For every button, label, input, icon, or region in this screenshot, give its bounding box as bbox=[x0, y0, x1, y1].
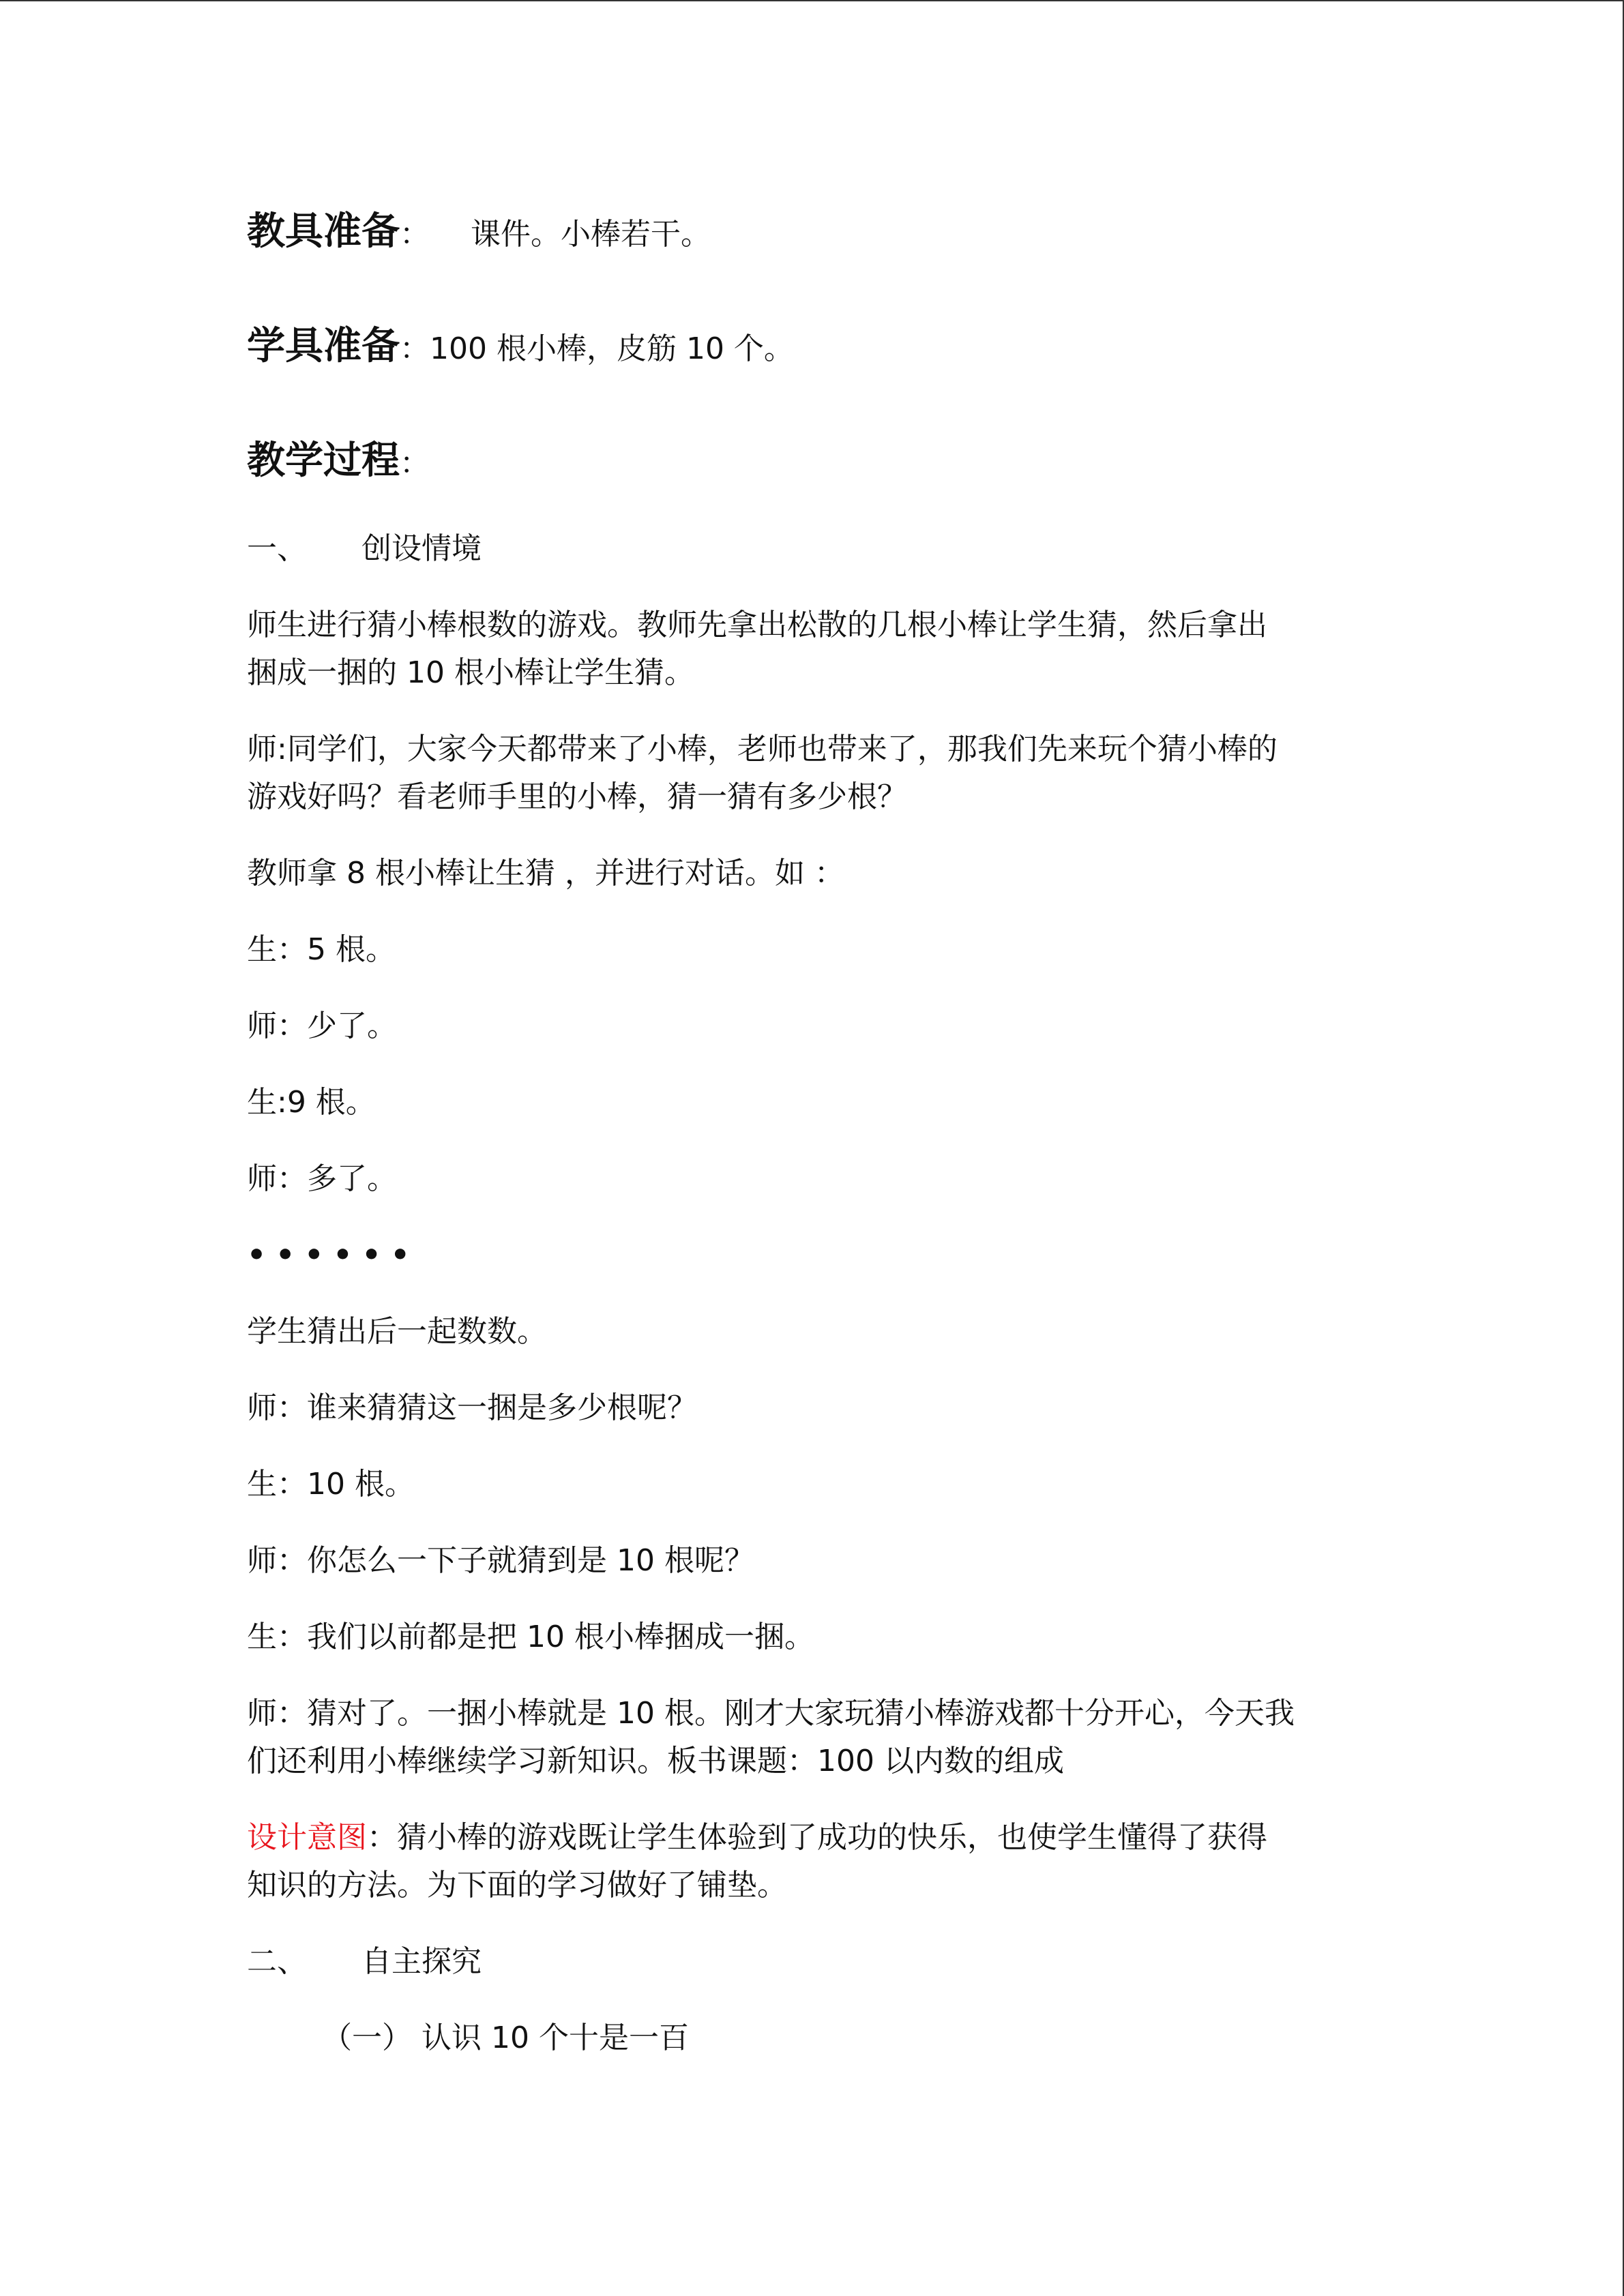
dialogue-line: 师：谁来猜猜这一捆是多少根呢？ bbox=[247, 1390, 697, 1425]
student-prep-label: 学具准备 bbox=[247, 324, 400, 368]
teacher-prep-value: 课件。小棒若干。 bbox=[471, 217, 711, 252]
teacher-prep-label: 教具准备 bbox=[247, 209, 400, 254]
section-2-number: 二、 bbox=[247, 1944, 307, 1979]
paragraph-line: 捆成一捆的 10 根小棒让学生猜。 bbox=[247, 655, 694, 690]
dialogue-line: 生：我们以前都是把 10 根小棒捆成一捆。 bbox=[247, 1620, 814, 1654]
student-prep-value: 100 根小棒，皮筋 10 个。 bbox=[430, 331, 794, 366]
paragraph-line: 师:同学们，大家今天都带来了小棒，老师也带来了，那我们先来玩个猜小棒的 bbox=[247, 732, 1278, 766]
document-body bbox=[247, 205, 1379, 2062]
paragraph-line bbox=[247, 1814, 1379, 1862]
section-1-number: 一、 bbox=[247, 531, 307, 566]
design-intent bbox=[247, 1814, 1379, 1909]
paragraph-dialogue-intro: 教师拿 8 根小棒让生猜 ，并进行对话。如 ： bbox=[247, 856, 844, 891]
process-colon: ： bbox=[400, 446, 430, 481]
dialogue-line: 师：多了。 bbox=[247, 1161, 397, 1196]
dialogue-line: 师：少了。 bbox=[247, 1009, 397, 1043]
paragraph-intro bbox=[247, 601, 1379, 697]
student-prep-line bbox=[247, 319, 1379, 376]
teacher-prep-colon: ： bbox=[400, 217, 430, 252]
dialogue-line: 生：10 根。 bbox=[247, 1467, 415, 1502]
section-1-heading bbox=[247, 525, 1379, 573]
page-top-border bbox=[0, 0, 1624, 1]
section-2-heading bbox=[247, 1938, 1379, 1986]
dialogue-line: 师：你怎么一下子就猜到是 10 根呢？ bbox=[247, 1543, 754, 1578]
dialogue-line: 生:9 根。 bbox=[247, 1085, 376, 1120]
dialogue-line: 生：5 根。 bbox=[247, 932, 396, 967]
section-1-title: 创设情境 bbox=[361, 531, 482, 566]
paragraph-line: 游戏好吗？看老师手里的小棒，猜一猜有多少根？ bbox=[247, 779, 907, 814]
subsection-heading: （一） 认识 10 个十是一百 bbox=[322, 2021, 689, 2055]
paragraph-teacher-summary bbox=[247, 1690, 1379, 1785]
design-intent-text: ：猜小棒的游戏既让学生体验到了成功的快乐，也使学生懂得了获得 bbox=[367, 1820, 1267, 1855]
paragraph-count-together: 学生猜出后一起数数。 bbox=[247, 1314, 547, 1349]
paragraph-teacher-opening bbox=[247, 726, 1379, 821]
student-prep-colon: ： bbox=[400, 331, 430, 366]
process-label: 教学过程 bbox=[247, 438, 400, 483]
paragraph-line: 们还利用小棒继续学习新知识。板书课题：100 以内数的组成 bbox=[247, 1744, 1064, 1778]
design-intent-label: 设计意图 bbox=[247, 1820, 367, 1855]
teacher-prep-line bbox=[247, 205, 1379, 262]
process-heading bbox=[247, 434, 1379, 491]
ellipsis-dots: •••••• bbox=[247, 1238, 419, 1272]
paragraph-line: 师生进行猜小棒根数的游戏。教师先拿出松散的几根小棒让学生猜，然后拿出 bbox=[247, 608, 1267, 642]
paragraph-line: 师：猜对了。一捆小棒就是 10 根。刚才大家玩猜小棒游戏都十分开心，今天我 bbox=[247, 1696, 1295, 1731]
section-2-title: 自主探究 bbox=[361, 1944, 482, 1979]
paragraph-line: 知识的方法。为下面的学习做好了铺垫。 bbox=[247, 1868, 787, 1903]
